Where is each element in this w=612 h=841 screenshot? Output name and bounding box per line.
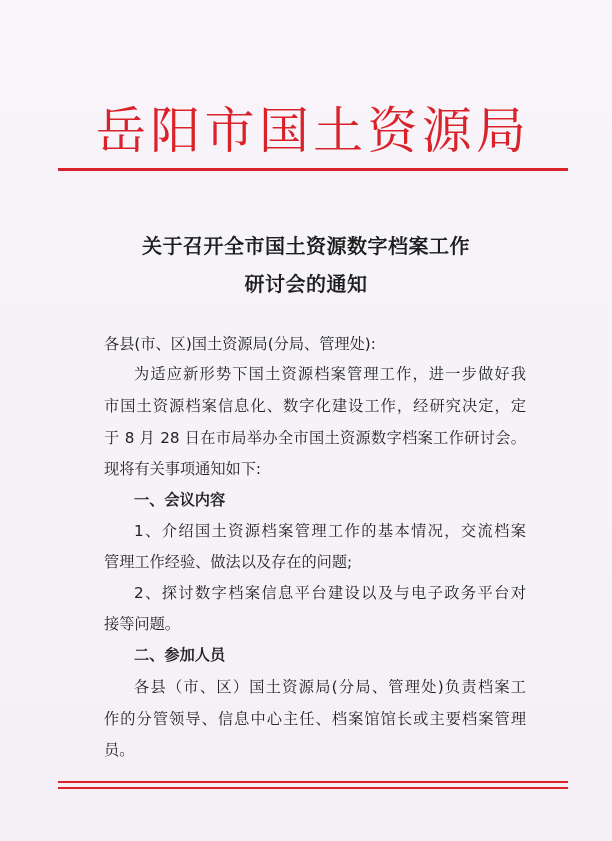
paragraph-line: 市国土资源档案信息化、数字化建设工作，经研究决定，定 [104, 397, 526, 415]
salutation: 各县(市、区)国土资源局(分局、管理处): [104, 335, 376, 353]
paragraph-line: 于 8 月 28 日在市局举办全市国土资源数字档案工作研讨会。 [104, 429, 526, 447]
letterhead-char: 市 [204, 102, 255, 160]
list-item-line: 接等问题。 [104, 615, 180, 633]
header-divider [58, 168, 568, 171]
list-item-line: 管理工作经验、做法以及存在的问题; [104, 553, 353, 571]
document-title-line-2: 研讨会的通知 [244, 272, 368, 296]
section-heading: 二、参加人员 [134, 646, 226, 664]
list-item-line: 2、探讨数字档案信息平台建设以及与电子政务平台对 [134, 584, 526, 602]
org-letterhead [96, 96, 526, 166]
paragraph-line: 为适应新形势下国土资源档案管理工作，进一步做好我 [134, 365, 526, 383]
paragraph-line: 作的分管领导、信息中心主任、档案馆馆长或主要档案管理 [104, 710, 526, 728]
letterhead-char: 源 [421, 102, 472, 160]
letterhead-char: 国 [258, 102, 309, 160]
document-title-line-1: 关于召开全市国土资源数字档案工作 [142, 234, 470, 258]
letterhead-char: 局 [475, 102, 526, 160]
paragraph-line: 现将有关事项通知如下: [104, 460, 261, 478]
footer-divider-lower [58, 787, 568, 789]
section-heading: 一、会议内容 [134, 491, 226, 509]
letterhead-char: 资 [367, 102, 418, 160]
letterhead-char: 岳 [96, 102, 146, 160]
list-item-line: 1、介绍国土资源档案管理工作的基本情况，交流档案 [134, 522, 526, 540]
paragraph-line: 员。 [104, 741, 135, 759]
paragraph-line: 各县（市、区）国土资源局(分局、管理处)负责档案工 [134, 678, 526, 696]
letterhead-char: 土 [313, 102, 364, 160]
footer-divider-upper [58, 781, 568, 783]
letterhead-char: 阳 [150, 102, 201, 160]
